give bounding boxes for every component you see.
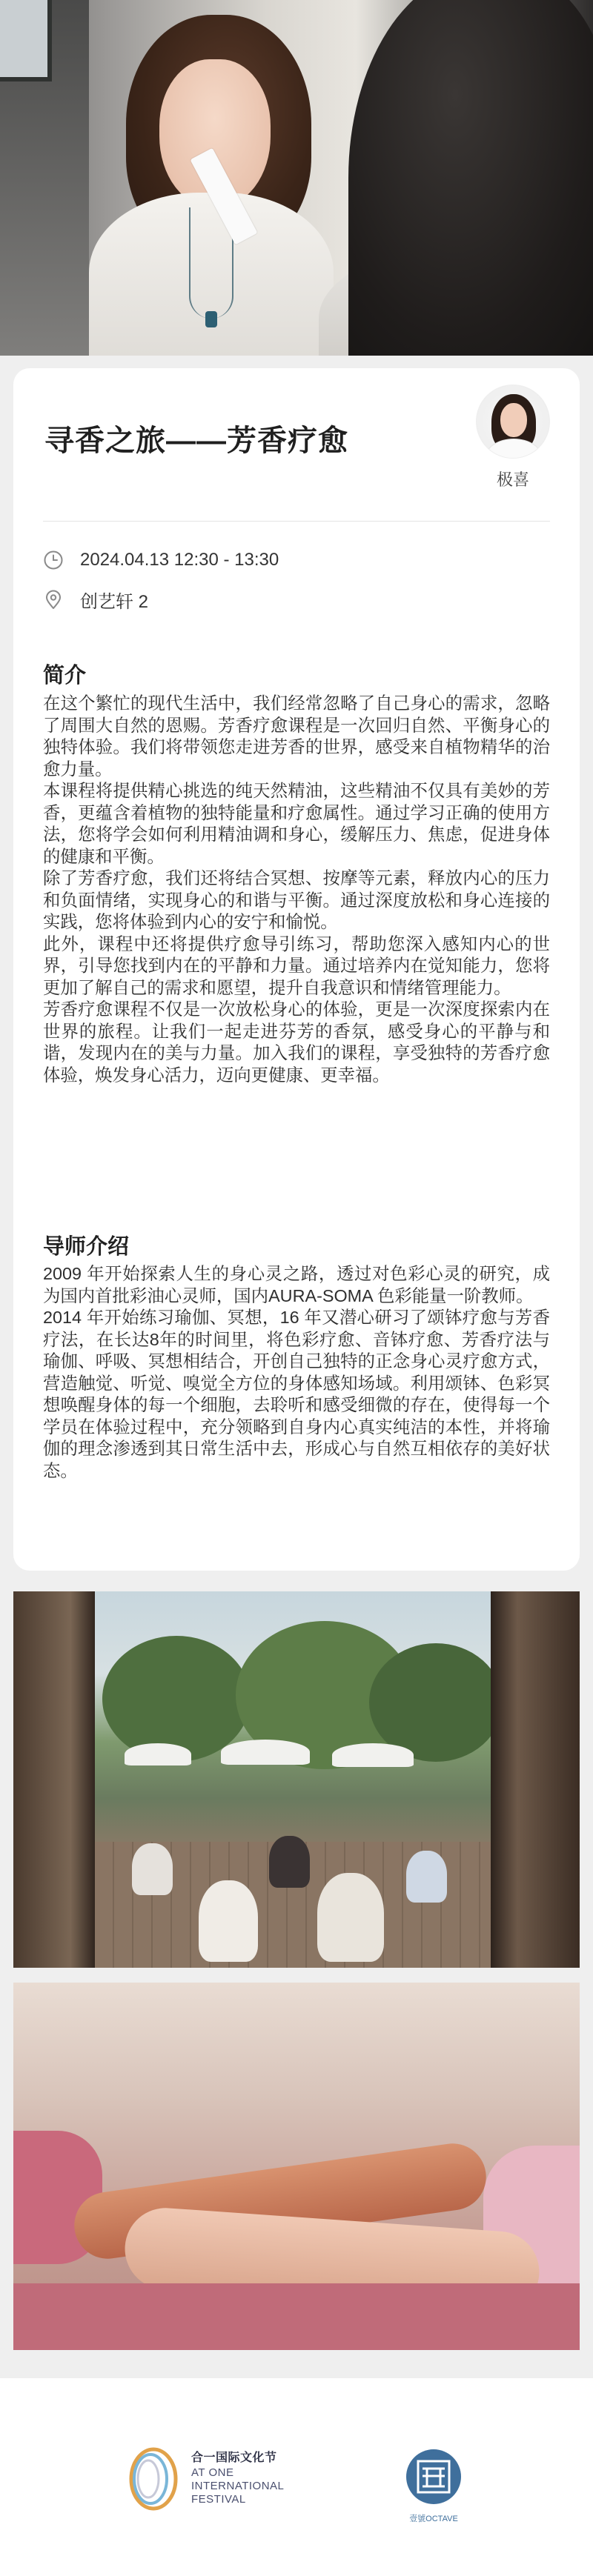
location-pin-icon — [43, 590, 64, 610]
intro-paragraph: 除了芳香疗愈，我们还将结合冥想、按摩等元素，释放内心的压力和负面情绪，实现身心的和谐与平衡。通过深度放松和身心连接的实践，您将体验到内心的安宁和愉悦。 — [43, 868, 550, 931]
event-location: 创艺轩 2 — [80, 592, 149, 612]
intro-paragraph: 本课程将提供精心挑选的纯天然精油，这些精油不仅具有美妙的芳香，更蕴含着植物的独特能量和疗愈属性。通过学习正确的使用方法，您将学会如何利用精油调和身心，缓解压力、焦虑，促进身体的健康和平衡。 — [43, 781, 550, 866]
divider — [43, 521, 550, 522]
event-card — [13, 368, 580, 1571]
yoga-session-photo — [13, 1591, 580, 1968]
mentor-heading: 导师介绍 — [43, 1235, 130, 1259]
at-one-logo-icon — [126, 2445, 181, 2513]
event-time-row — [43, 550, 279, 570]
intro-text — [43, 693, 550, 1086]
host-name: 极喜 — [496, 470, 529, 489]
footer — [0, 2378, 593, 2576]
clock-icon — [43, 550, 64, 570]
intro-paragraph: 芳香疗愈课程不仅是一次放松身心的体验，更是一次深度探索内在世界的旅程。让我们一起走进芬芳的香氛，感受身心的平静与和谐，发现内在的美与力量。加入我们的课程，享受独特的芳香疗愈体验，焕发身心活力，迈向更健康、更幸福。 — [43, 999, 550, 1085]
event-location-row[interactable] — [43, 587, 148, 613]
hands-massage-photo — [13, 1983, 580, 2350]
intro-heading: 简介 — [43, 664, 87, 688]
hero-photo — [0, 0, 593, 356]
event-title: 寻香之旅——芳香疗愈 — [44, 425, 348, 457]
octave-label: 壹號OCTAVE — [409, 2515, 458, 2523]
octave-logo — [400, 2448, 467, 2524]
event-datetime: 2024.04.13 12:30 - 13:30 — [80, 550, 279, 570]
at-one-festival-logo — [126, 2445, 284, 2513]
intro-paragraph: 在这个繁忙的现代生活中，我们经常忽略了自己身心的需求，忽略了周围大自然的恩赐。芳香疗愈课程是一次回归自然、平衡身心的独特体验。我们将带领您走进芳香的世界，感受来自植物精华的治愈力量。 — [43, 693, 550, 779]
mentor-paragraph: 2014 年开始练习瑜伽、冥想，16 年又潜心研习了颂钵疗愈与芳香疗法，在长达8年的时间里，将色彩疗愈、音钵疗愈、芳香疗法与瑜伽、呼吸、冥想相结合，开创自己独特的正念身心灵疗愈方式，营造触觉、听觉、嗅觉全方位的身体感知场域。利用颂钵、色彩冥想唤醒身体的每一个细胞，去聆听和感受细微的存在，使得每一个学员在体验过程中，充分领略到自身内心真实纯洁的本性，并将瑜伽的理念渗透到其日常生活中去，形成心与自然互相依存的美好状态。 — [43, 1308, 550, 1480]
mentor-paragraph: 2009 年开始探索人生的身心灵之路，透过对色彩心灵的研究，成为国内首批彩油心灵师，国内AURA-SOMA 色彩能量一阶教师。 — [43, 1264, 550, 1305]
host-profile[interactable] — [476, 385, 550, 490]
host-avatar[interactable] — [476, 385, 550, 459]
logo1-en-line1: AT ONE — [191, 2466, 234, 2479]
mentor-text — [43, 1263, 550, 1482]
logo1-cn-text: 合一国际文化节 — [191, 2452, 277, 2464]
logo1-en-line2: INTERNATIONAL — [191, 2480, 285, 2492]
octave-logo-icon — [405, 2448, 463, 2506]
intro-paragraph: 此外，课程中还将提供疗愈导引练习，帮助您深入感知内心的世界，引导您找到内在的平静和力量。通过培养内在觉知能力，您将更加了解自己的需求和愿望，提升自我意识和情绪管理能力。 — [43, 933, 550, 997]
logo1-en-line3: FESTIVAL — [191, 2493, 246, 2506]
